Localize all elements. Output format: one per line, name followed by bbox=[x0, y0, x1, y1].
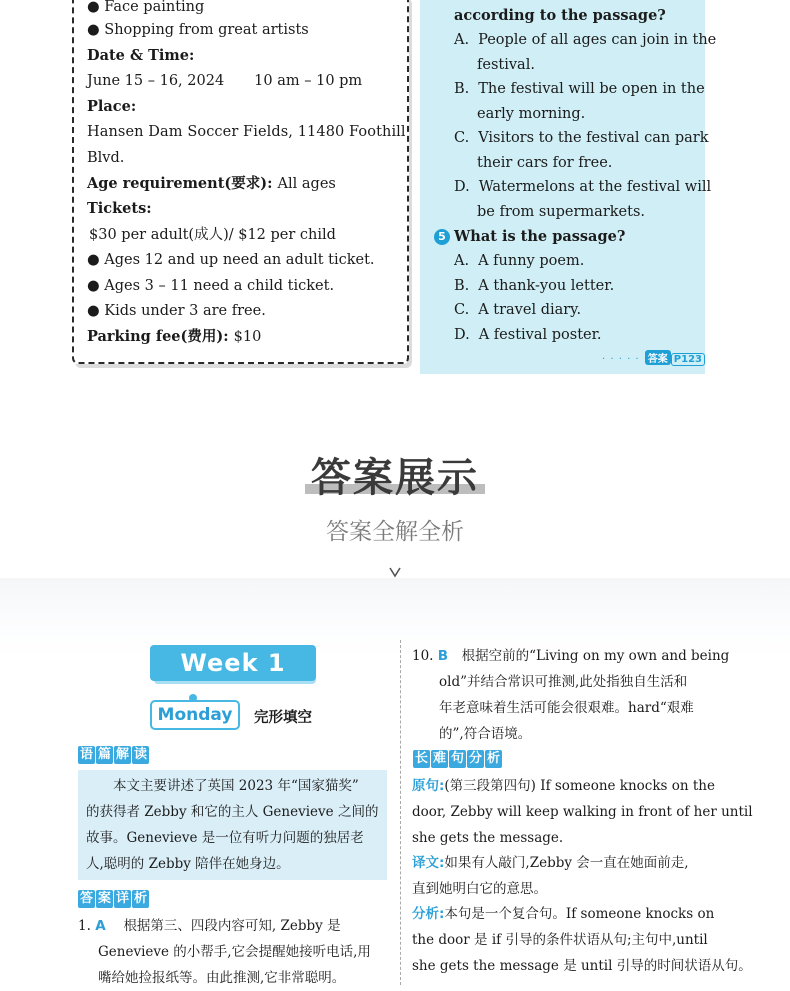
translation: 译文:如果有人敲门,Zebby 会一直在她面前走, bbox=[412, 855, 689, 871]
answer-item-10-cont: 的”,符合语境。 bbox=[439, 726, 532, 742]
long-sentence-tag: 长 难 句 分 析 bbox=[414, 751, 500, 766]
event-place-label: Place: bbox=[87, 98, 137, 115]
event-tickets-rule: ● Ages 12 and up need an adult ticket. bbox=[87, 252, 375, 268]
answer-item-1-cont: Genevieve 的小帮手,它会提醒她接听电话,用 bbox=[98, 944, 371, 960]
answer-item-1-cont: 嘴给她捡报纸等。由此推测,它非常聪明。 bbox=[98, 970, 346, 986]
chevron-down-icon bbox=[386, 565, 404, 579]
q4-option[interactable]: C. Visitors to the festival can park bbox=[454, 130, 709, 146]
day-pill-pin bbox=[189, 694, 197, 702]
q4-option-cont: be from supermarkets. bbox=[477, 204, 646, 220]
day-label: Monday bbox=[150, 700, 240, 730]
analysis-cont: she gets the message 是 until 引导的时间状语从句。 bbox=[412, 958, 752, 974]
event-item-face-painting: ● Face painting bbox=[87, 0, 205, 15]
event-tickets-rule: ● Ages 3 – 11 need a child ticket. bbox=[87, 278, 335, 294]
q5-option[interactable]: B. A thank-you letter. bbox=[454, 278, 615, 294]
question-4-tail: according to the passage? bbox=[454, 7, 666, 24]
event-tickets-price: $30 per adult(成人)/ $12 per child bbox=[89, 227, 336, 243]
section-type: 完形填空 bbox=[254, 710, 312, 726]
answer-item-10: 10. B 根据空前的“Living on my own and being bbox=[412, 648, 730, 664]
event-date-label: Date & Time: bbox=[87, 47, 195, 64]
answer-page-number: P123 bbox=[671, 353, 705, 366]
question-number-badge: 5 bbox=[434, 229, 450, 245]
q4-option-cont: their cars for free. bbox=[477, 155, 613, 171]
event-tickets-label: Tickets: bbox=[87, 200, 152, 217]
event-age: Age requirement(要求): All ages bbox=[87, 175, 336, 192]
event-date-value: June 15 – 16, 2024 10 am – 10 pm bbox=[87, 73, 363, 89]
analysis-cont: the door 是 if 引导的条件状语从句;主句中,until bbox=[412, 932, 708, 948]
summary-line: 本文主要讲述了英国 2023 年“国家猫奖” bbox=[86, 778, 359, 794]
q4-option[interactable]: D. Watermelons at the festival will bbox=[454, 179, 712, 195]
event-place-line1: Hansen Dam Soccer Fields, 11480 Foothill bbox=[87, 124, 406, 140]
q5-option[interactable]: C. A travel diary. bbox=[454, 302, 582, 318]
q4-option-cont: early morning. bbox=[477, 106, 586, 122]
translation-cont: 直到她明白它的意思。 bbox=[412, 881, 547, 897]
q5-option[interactable]: A. A funny poem. bbox=[454, 253, 585, 269]
original-sentence-cont: door, Zebby will keep walking in front of her until bbox=[412, 804, 753, 820]
summary-line: 人,聪明的 Zebby 陪伴在她身边。 bbox=[86, 856, 290, 872]
column-divider bbox=[400, 640, 401, 985]
answers-tag: 答 案 详 析 bbox=[79, 891, 147, 906]
original-sentence-cont: she gets the message. bbox=[412, 830, 564, 846]
reading-tag: 语 篇 解 读 bbox=[79, 747, 147, 762]
answer-item-1: 1. A 根据第三、四段内容可知, Zebby 是 bbox=[78, 918, 341, 934]
question-5: 5 What is the passage? bbox=[434, 227, 625, 247]
original-sentence: 原句:(第三段第四句) If someone knocks on the bbox=[412, 778, 715, 794]
analysis: 分析:本句是一个复合句。If someone knocks on bbox=[412, 906, 715, 922]
event-item-shopping: ● Shopping from great artists bbox=[87, 22, 309, 38]
q4-option[interactable]: A. People of all ages can join in the bbox=[454, 32, 717, 48]
event-tickets-rule: ● Kids under 3 are free. bbox=[87, 303, 266, 319]
q4-option-cont: festival. bbox=[477, 57, 535, 73]
section-title: 答案展示 bbox=[311, 455, 479, 501]
answer-page-reference[interactable]: · · · · · 答案 P123 bbox=[602, 350, 705, 366]
answer-item-10-cont: 年老意味着生活可能会很艰难。hard“艰难 bbox=[439, 700, 694, 716]
answer-tag: 答案 bbox=[645, 350, 671, 365]
summary-line: 的获得者 Zebby 和它的主人 Genevieve 之间的 bbox=[86, 804, 379, 820]
event-place-line2: Blvd. bbox=[87, 150, 125, 166]
answer-item-10-cont: old”并结合常识可推测,此处指独自生活和 bbox=[439, 674, 688, 690]
q4-option[interactable]: B. The festival will be open in the bbox=[454, 81, 705, 97]
section-subtitle: 答案全解全析 bbox=[326, 519, 464, 545]
summary-line: 故事。Genevieve 是一位有听力问题的独居老 bbox=[86, 830, 364, 846]
q5-option[interactable]: D. A festival poster. bbox=[454, 327, 602, 343]
event-parking: Parking fee(费用): $10 bbox=[87, 328, 262, 345]
week-banner: Week 1 bbox=[150, 645, 316, 681]
